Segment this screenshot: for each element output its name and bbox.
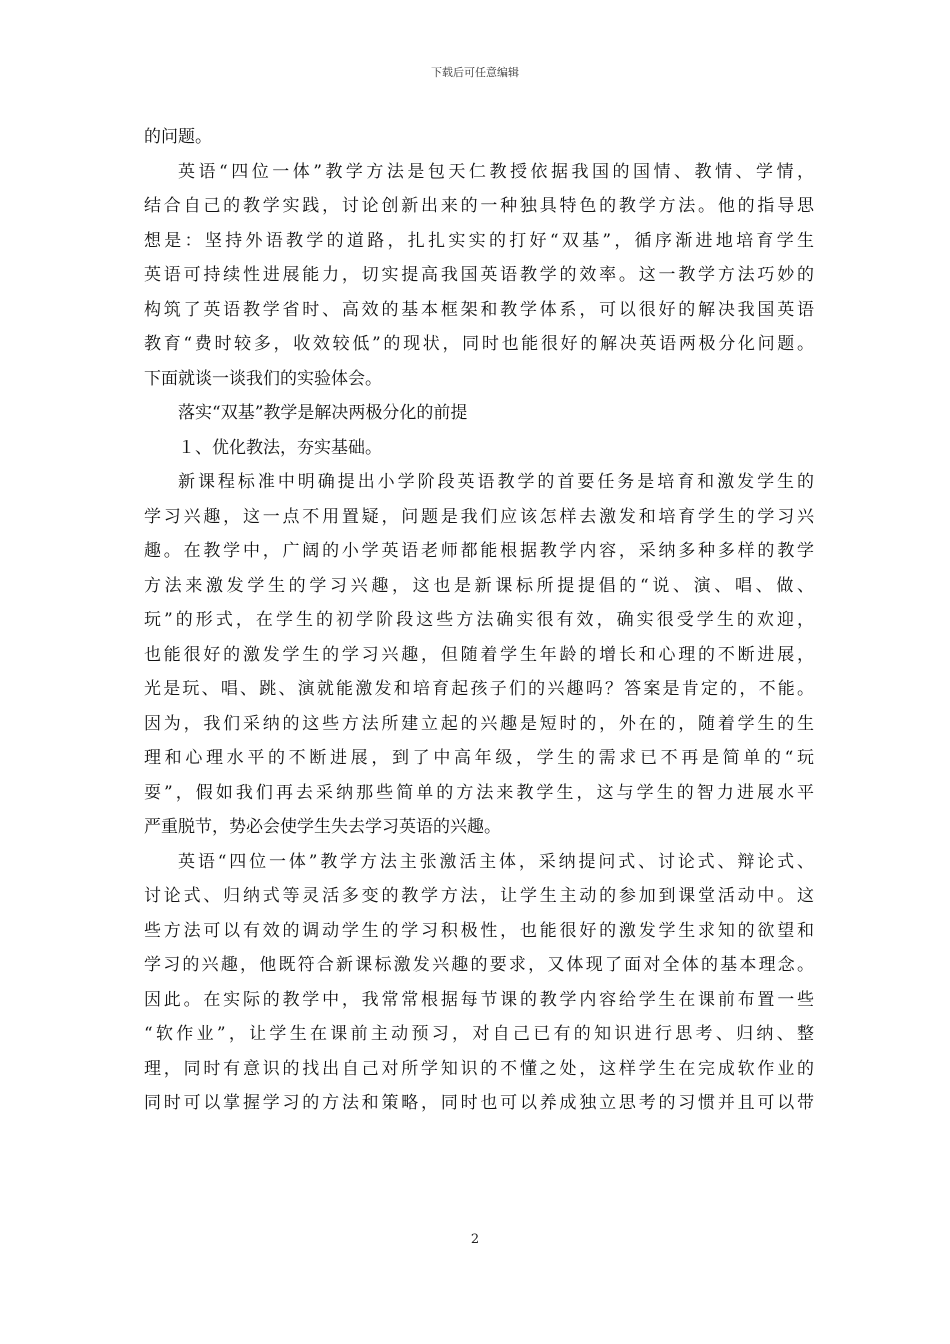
text-line: 方法来激发学生的学习兴趣，这也是新课标所提提倡的“说、演、唱、做、: [144, 575, 814, 596]
text-line: 结合自己的教学实践，讨论创新出来的一种独具特色的教学方法。他的指导思: [144, 196, 814, 216]
document-body: [144, 120, 814, 1121]
text-line: 下面就谈一谈我们的实验体会。: [144, 368, 382, 389]
text-line: 因此。在实际的教学中，我常常根据每节课的教学内容给学生在课前布置一些: [144, 989, 814, 1010]
page-number: 2: [470, 1232, 480, 1247]
text-line: 学习的兴趣，他既符合新课标激发兴趣的要求，又体现了面对全体的基本理念。: [144, 955, 814, 975]
text-line: 同时可以掌握学习的方法和策略，同时也可以养成独立思考的习惯并且可以带: [144, 1093, 814, 1113]
text-line: “软作业”，让学生在课前主动预习，对自己已有的知识进行思考、归纳、整: [144, 1024, 814, 1044]
text-line: 英语“四位一体”教学方法主张激活主体，采纳提问式、讨论式、辩论式、: [178, 851, 814, 872]
text-line: 构筑了英语教学省时、高效的基本框架和教学体系，可以很好的解决我国英语: [144, 299, 814, 320]
text-line: 学习兴趣，这一点不用置疑，问题是我们应该怎样去激发和培育学生的学习兴: [144, 506, 814, 527]
text-line: 英语“四位一体”教学方法是包天仁教授依据我国的国情、教情、学情，: [178, 161, 814, 182]
text-line: 些方法可以有效的调动学生的学习积极性，也能很好的激发学生求知的欲望和: [144, 920, 814, 941]
text-line: 严重脱节，势必会使学生失去学习英语的兴趣。: [144, 817, 501, 837]
text-line: 光是玩、唱、跳、演就能激发和培育起孩子们的兴趣吗？答案是肯定的，不能。: [144, 679, 814, 699]
text-line: 想是：坚持外语教学的道路，扎扎实实的打好“双基”，循序渐进地培育学生: [144, 230, 814, 251]
page-header: 下载后可任意编辑: [431, 66, 519, 79]
text-line: 讨论式、归纳式等灵活多变的教学方法，让学生主动的参加到课堂活动中。这: [144, 886, 814, 906]
text-line: 因为，我们采纳的这些方法所建立起的兴趣是短时的，外在的，随着学生的生: [144, 713, 814, 734]
text-line: 的问题。: [144, 127, 212, 147]
text-line: １、优化教法，夯实基础。: [178, 437, 382, 458]
text-line: 落实“双基”教学是解决两极分化的前提: [178, 403, 468, 423]
text-line: 趣。在教学中，广阔的小学英语老师都能根据教学内容，采纳多种多样的教学: [144, 541, 814, 561]
text-line: 也能很好的激发学生的学习兴趣，但随着学生年龄的增长和心理的不断进展，: [144, 644, 814, 665]
text-line: 英语可持续性进展能力，切实提高我国英语教学的效率。这一教学方法巧妙的: [144, 265, 814, 285]
text-line: 理，同时有意识的找出自己对所学知识的不懂之处，这样学生在完成软作业的: [144, 1058, 814, 1079]
text-line: 玩”的形式，在学生的初学阶段这些方法确实很有效，确实很受学生的欢迎，: [144, 610, 814, 630]
text-line: 理和心理水平的不断进展，到了中高年级，学生的需求已不再是简单的“玩: [144, 748, 814, 768]
text-line: 耍”，假如我们再去采纳那些简单的方法来教学生，这与学生的智力进展水平: [144, 782, 814, 803]
text-line: 教育“费时较多，收效较低”的现状，同时也能很好的解决英语两极分化问题。: [144, 334, 814, 354]
text-line: 新课程标准中明确提出小学阶段英语教学的首要任务是培育和激发学生的: [178, 472, 814, 492]
